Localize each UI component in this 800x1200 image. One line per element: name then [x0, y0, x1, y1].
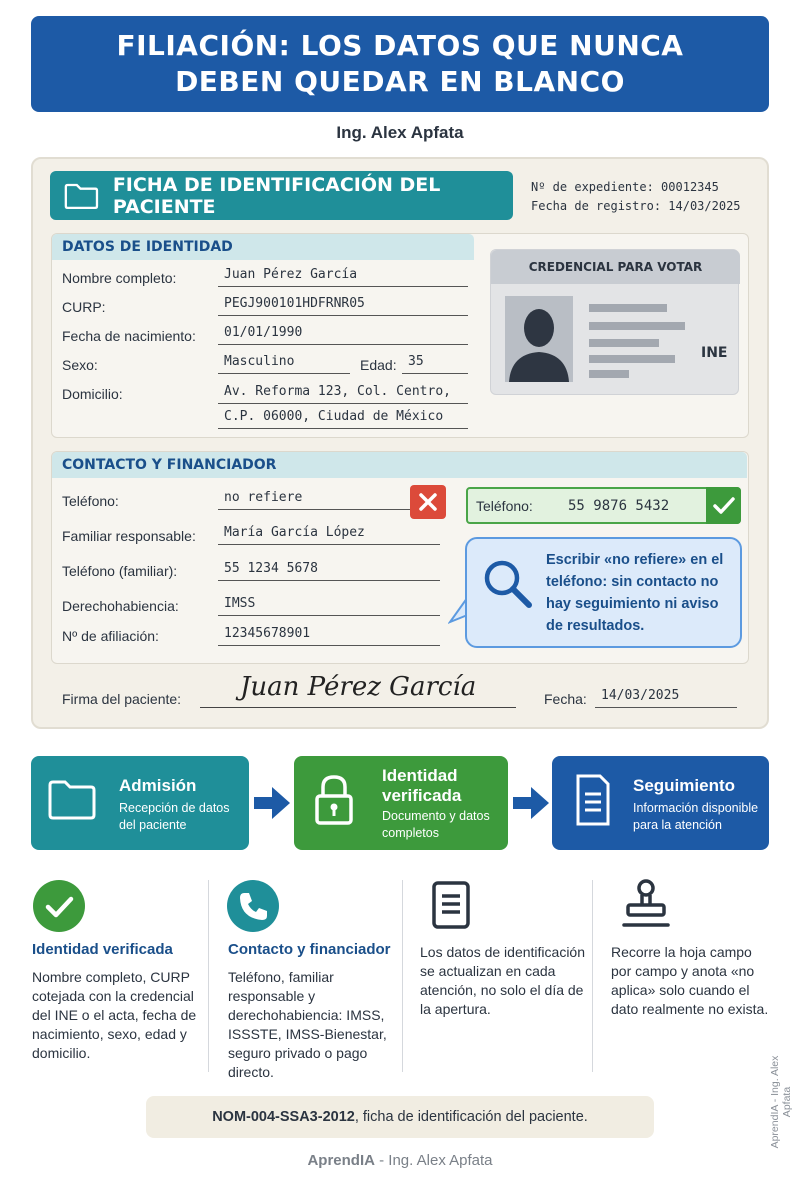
vertical-watermark: AprendIA - Ing. Alex Apfata	[769, 1055, 793, 1149]
voter-credential-card	[490, 249, 739, 395]
ine-label: INE	[701, 345, 728, 361]
nacimiento-label: Fecha de nacimiento:	[62, 328, 196, 344]
telefono-label: Teléfono:	[62, 493, 119, 509]
check-icon	[33, 880, 85, 932]
search-icon	[480, 556, 534, 610]
sexo-field[interactable]: Masculino	[218, 352, 350, 374]
card-line	[589, 339, 659, 347]
flow-title: Seguimiento	[633, 776, 736, 795]
contact-title: CONTACTO Y FINANCIADOR	[52, 452, 747, 478]
column-title: Identidad verificada	[32, 941, 173, 958]
flow-title: Admisión	[119, 776, 197, 795]
telefono-familiar-label: Teléfono (familiar):	[62, 563, 178, 579]
phone-icon	[227, 880, 279, 932]
stamp-icon	[620, 877, 672, 933]
correct-phone-box	[466, 487, 741, 524]
norm-code: NOM-004-SSA3-2012	[212, 1109, 355, 1125]
card-line	[589, 370, 629, 378]
flow-sub: Documento y datos completos	[382, 809, 490, 840]
flow-step-identidad	[294, 756, 508, 850]
footer-brand: AprendIA	[307, 1152, 375, 1169]
curp-label: CURP:	[62, 299, 106, 315]
edad-field[interactable]: 35	[402, 352, 468, 374]
nombre-field[interactable]: Juan Pérez García	[218, 265, 468, 287]
domicilio-line-2[interactable]: C.P. 06000, Ciudad de México	[218, 407, 468, 429]
sexo-label: Sexo:	[62, 357, 98, 373]
correct-phone-value: 55 9876 5432	[568, 498, 670, 514]
edad-label: Edad:	[360, 357, 397, 373]
afiliacion-label: Nº de afiliación:	[62, 628, 159, 644]
divider	[592, 880, 593, 1072]
expediente-number: Nº de expediente: 00012345	[531, 180, 719, 194]
familiar-label: Familiar responsable:	[62, 528, 196, 544]
divider	[208, 880, 209, 1072]
flow-step-admision	[31, 756, 249, 850]
telefono-field[interactable]: no refiere	[218, 488, 440, 510]
flow-sub: Recepción de datos del paciente	[119, 801, 230, 832]
telefono-familiar-field[interactable]: 55 1234 5678	[218, 559, 440, 581]
curp-field[interactable]: PEGJ900101HDFRNR05	[218, 294, 468, 316]
domicilio-label: Domicilio:	[62, 386, 123, 402]
signature: Juan Pérez García	[240, 672, 477, 702]
title-line-2: DEBEN QUEDAR EN BLANCO	[175, 65, 625, 98]
arrow-right-icon	[511, 784, 551, 822]
document-icon	[574, 772, 612, 828]
person-photo-icon	[505, 296, 573, 382]
domicilio-line-1[interactable]: Av. Reforma 123, Col. Centro,	[218, 382, 468, 404]
column-text: Nombre completo, CURP cotejada con la credencial del INE o el acta, fecha de nacimiento, sexo, edad y domicilio.	[32, 969, 197, 1061]
flow-step-seguimiento	[552, 756, 769, 850]
norm-reference	[146, 1096, 654, 1138]
lock-icon	[312, 772, 356, 828]
error-x-icon	[410, 485, 446, 519]
arrow-right-icon	[252, 784, 292, 822]
footer-author: - Ing. Alex Apfata	[374, 1152, 493, 1169]
check-icon	[706, 487, 741, 524]
familiar-field[interactable]: María García López	[218, 523, 440, 545]
derechohabiencia-field[interactable]: IMSS	[218, 594, 440, 616]
author: Ing. Alex Apfata	[336, 123, 464, 142]
fecha-label: Fecha:	[544, 691, 587, 707]
derechohabiencia-label: Derechohabiencia:	[62, 598, 179, 614]
column-text: Los datos de identificación se actualizan en cada atención, no solo el día de la apertura.	[420, 944, 585, 1017]
flow-sub: Información disponible para la atención	[633, 801, 759, 832]
fecha-field[interactable]: 14/03/2025	[595, 686, 737, 708]
correct-phone-label: Teléfono:	[476, 498, 533, 514]
folder-icon	[64, 181, 99, 211]
card-line	[589, 355, 675, 363]
nacimiento-field[interactable]: 01/01/1990	[218, 323, 468, 345]
footer	[0, 1152, 800, 1169]
ficha-header	[50, 171, 513, 220]
column-title: Contacto y financiador	[228, 941, 391, 958]
firma-label: Firma del paciente:	[62, 691, 182, 707]
registro-date: Fecha de registro: 14/03/2025	[531, 199, 741, 213]
title-banner	[31, 16, 769, 112]
folder-icon	[47, 778, 97, 820]
norm-description: , ficha de identificación del paciente.	[354, 1109, 588, 1125]
flow-title: Identidad verificada	[382, 766, 462, 805]
title-line-1: FILIACIÓN: LOS DATOS QUE NUNCA	[116, 29, 684, 62]
warning-text: Escribir «no refiere» en el teléfono: sin contacto no hay seguimiento ni aviso de resultados.	[546, 552, 724, 634]
identity-title: DATOS DE IDENTIDAD	[52, 234, 474, 260]
divider	[402, 880, 403, 1072]
card-line	[589, 304, 667, 312]
signature-line	[200, 707, 516, 708]
column-text: Teléfono, familiar responsable y derechohabiencia: IMSS, ISSSTE, IMSS-Bienestar, seguro privado o pago directo.	[228, 969, 387, 1080]
column-text: Recorre la hoja campo por campo y anota «no aplica» solo cuando el dato realmente no exista.	[611, 944, 769, 1017]
nombre-label: Nombre completo:	[62, 270, 177, 286]
credential-title: CREDENCIAL PARA VOTAR	[491, 250, 740, 284]
afiliacion-field[interactable]: 12345678901	[218, 624, 440, 646]
card-line	[589, 322, 685, 330]
document-icon	[428, 879, 474, 931]
ficha-title: FICHA DE IDENTIFICACIÓN DEL PACIENTE	[112, 173, 441, 218]
